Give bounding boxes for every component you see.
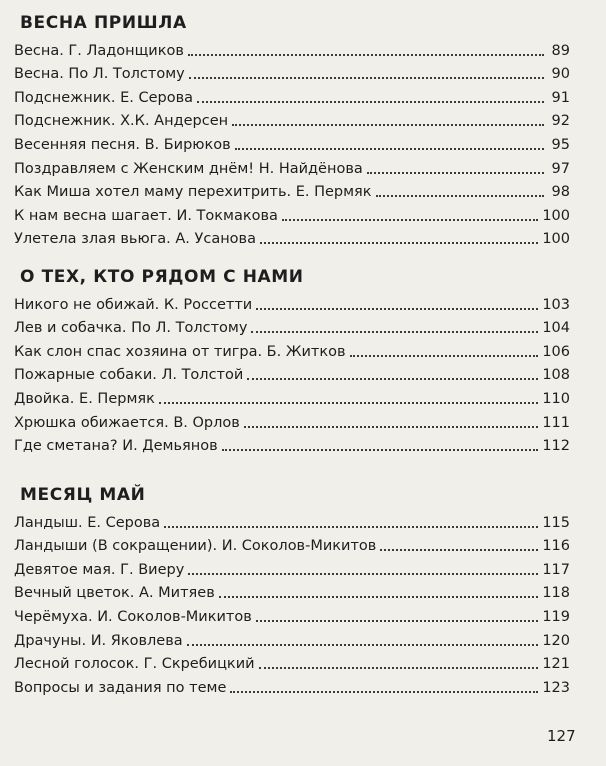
entry-title: Подснежник. Х.К. Андерсен [14,113,229,130]
toc-entry [14,602,570,626]
entry-page-number: 100 [542,207,570,224]
entry-title: Пожарные собаки. Л. Толстой [14,367,244,384]
toc-entry [14,36,570,60]
toc-entry [14,225,570,249]
entry-title: Хрюшка обижается. В. Орлов [14,414,240,431]
entry-page-number: 111 [542,414,570,431]
entry-page-number: 90 [551,66,570,83]
entry-page-number: 100 [542,231,570,248]
entry-page-number: 97 [551,160,570,177]
entry-page-number: 110 [542,390,570,407]
entry-page-number: 116 [542,538,570,555]
entry-page-number: 112 [542,438,570,455]
entry-title: Весенняя песня. В. Бирюков [14,136,231,153]
dot-leader [222,449,539,451]
dot-leader [188,573,538,575]
entry-title: К нам весна шагает. И. Токмакова [14,207,278,224]
toc-section-spring [14,10,570,248]
toc-section-may [14,482,570,697]
dot-leader [256,620,539,622]
section-title: МЕСЯЦ МАЙ [20,485,146,505]
dot-leader [230,691,538,693]
toc-entry [14,384,570,408]
toc-entry [14,626,570,650]
entry-title: Улетела злая вьюга. А. Усанова [14,231,256,248]
entry-page-number: 118 [542,585,570,602]
dot-leader [159,402,538,404]
entry-page-number: 103 [542,296,570,313]
dot-leader [350,355,539,357]
entry-page-number: 108 [542,367,570,384]
entry-title: Как Миша хотел маму перехитрить. Е. Пермяк [14,184,372,201]
toc-entry [14,290,570,314]
section-title: ВЕСНА ПРИШЛА [20,13,187,33]
toc-entry [14,432,570,456]
entry-page-number: 98 [551,184,570,201]
entry-title: Вечный цветок. А. Митяев [14,585,215,602]
entry-title: Лесной голосок. Г. Скребицкий [14,656,255,673]
toc-entry [14,130,570,154]
toc-entry [14,408,570,432]
dot-leader [187,644,539,646]
toc-entry [14,60,570,84]
dot-leader [376,195,544,197]
page-number: 127 [547,727,576,745]
dot-leader [189,77,544,79]
entry-page-number: 92 [551,113,570,130]
entry-title: Вопросы и задания по теме [14,679,227,696]
entry-title: Никого не обижай. К. Россетти [14,296,253,313]
toc-entry [14,314,570,338]
dot-leader [244,426,539,428]
entry-title: Где сметана? И. Демьянов [14,438,218,455]
entry-list [14,508,570,697]
toc-entry [14,361,570,385]
dot-leader [259,667,539,669]
toc-entry [14,154,570,178]
entry-list [14,290,570,455]
toc-entry [14,579,570,603]
entry-title: Драчуны. И. Яковлева [14,632,183,649]
toc-entry [14,532,570,556]
entry-title: Ландыш. Е. Серова [14,514,161,531]
entry-title: Как слон спас хозяина от тигра. Б. Житков [14,343,346,360]
toc-entry [14,83,570,107]
entry-title: Ландыши (В сокращении). И. Соколов-Микитов [14,538,377,555]
entry-title: Поздравляем с Женским днём! Н. Найдёнова [14,160,363,177]
entry-title: Весна. Г. Ладонщиков [14,42,184,59]
entry-title: Лев и собачка. По Л. Толстому [14,320,248,337]
entry-page-number: 95 [551,136,570,153]
entry-title: Девятое мая. Г. Виеру [14,561,185,578]
dot-leader [247,378,538,380]
dot-leader [380,549,538,551]
entry-page-number: 89 [551,42,570,59]
toc-entry [14,673,570,697]
entry-page-number: 106 [542,343,570,360]
toc-entry [14,337,570,361]
entry-page-number: 121 [542,656,570,673]
entry-page-number: 123 [542,679,570,696]
entry-title: Двойка. Е. Пермяк [14,390,155,407]
entry-list [14,36,570,248]
toc-entry [14,178,570,202]
entry-page-number: 104 [542,320,570,337]
dot-leader [260,242,538,244]
entry-page-number: 119 [542,608,570,625]
dot-leader [256,308,538,310]
toc-entry [14,555,570,579]
entry-title: Подснежник. Е. Серова [14,89,194,106]
entry-title: Черёмуха. И. Соколов-Микитов [14,608,252,625]
entry-page-number: 115 [542,514,570,531]
toc-section-people [14,264,570,455]
section-title: О ТЕХ, КТО РЯДОМ С НАМИ [20,267,304,287]
entry-page-number: 91 [551,89,570,106]
entry-page-number: 120 [542,632,570,649]
dot-leader [197,101,544,103]
toc-entry [14,201,570,225]
dot-leader [251,331,538,333]
dot-leader [164,526,538,528]
dot-leader [235,148,544,150]
toc-entry [14,508,570,532]
entry-page-number: 117 [542,561,570,578]
dot-leader [219,596,539,598]
toc-entry [14,650,570,674]
dot-leader [367,172,544,174]
toc-entry [14,107,570,131]
dot-leader [188,54,544,56]
dot-leader [282,219,538,221]
entry-title: Весна. По Л. Толстому [14,66,185,83]
dot-leader [232,124,544,126]
